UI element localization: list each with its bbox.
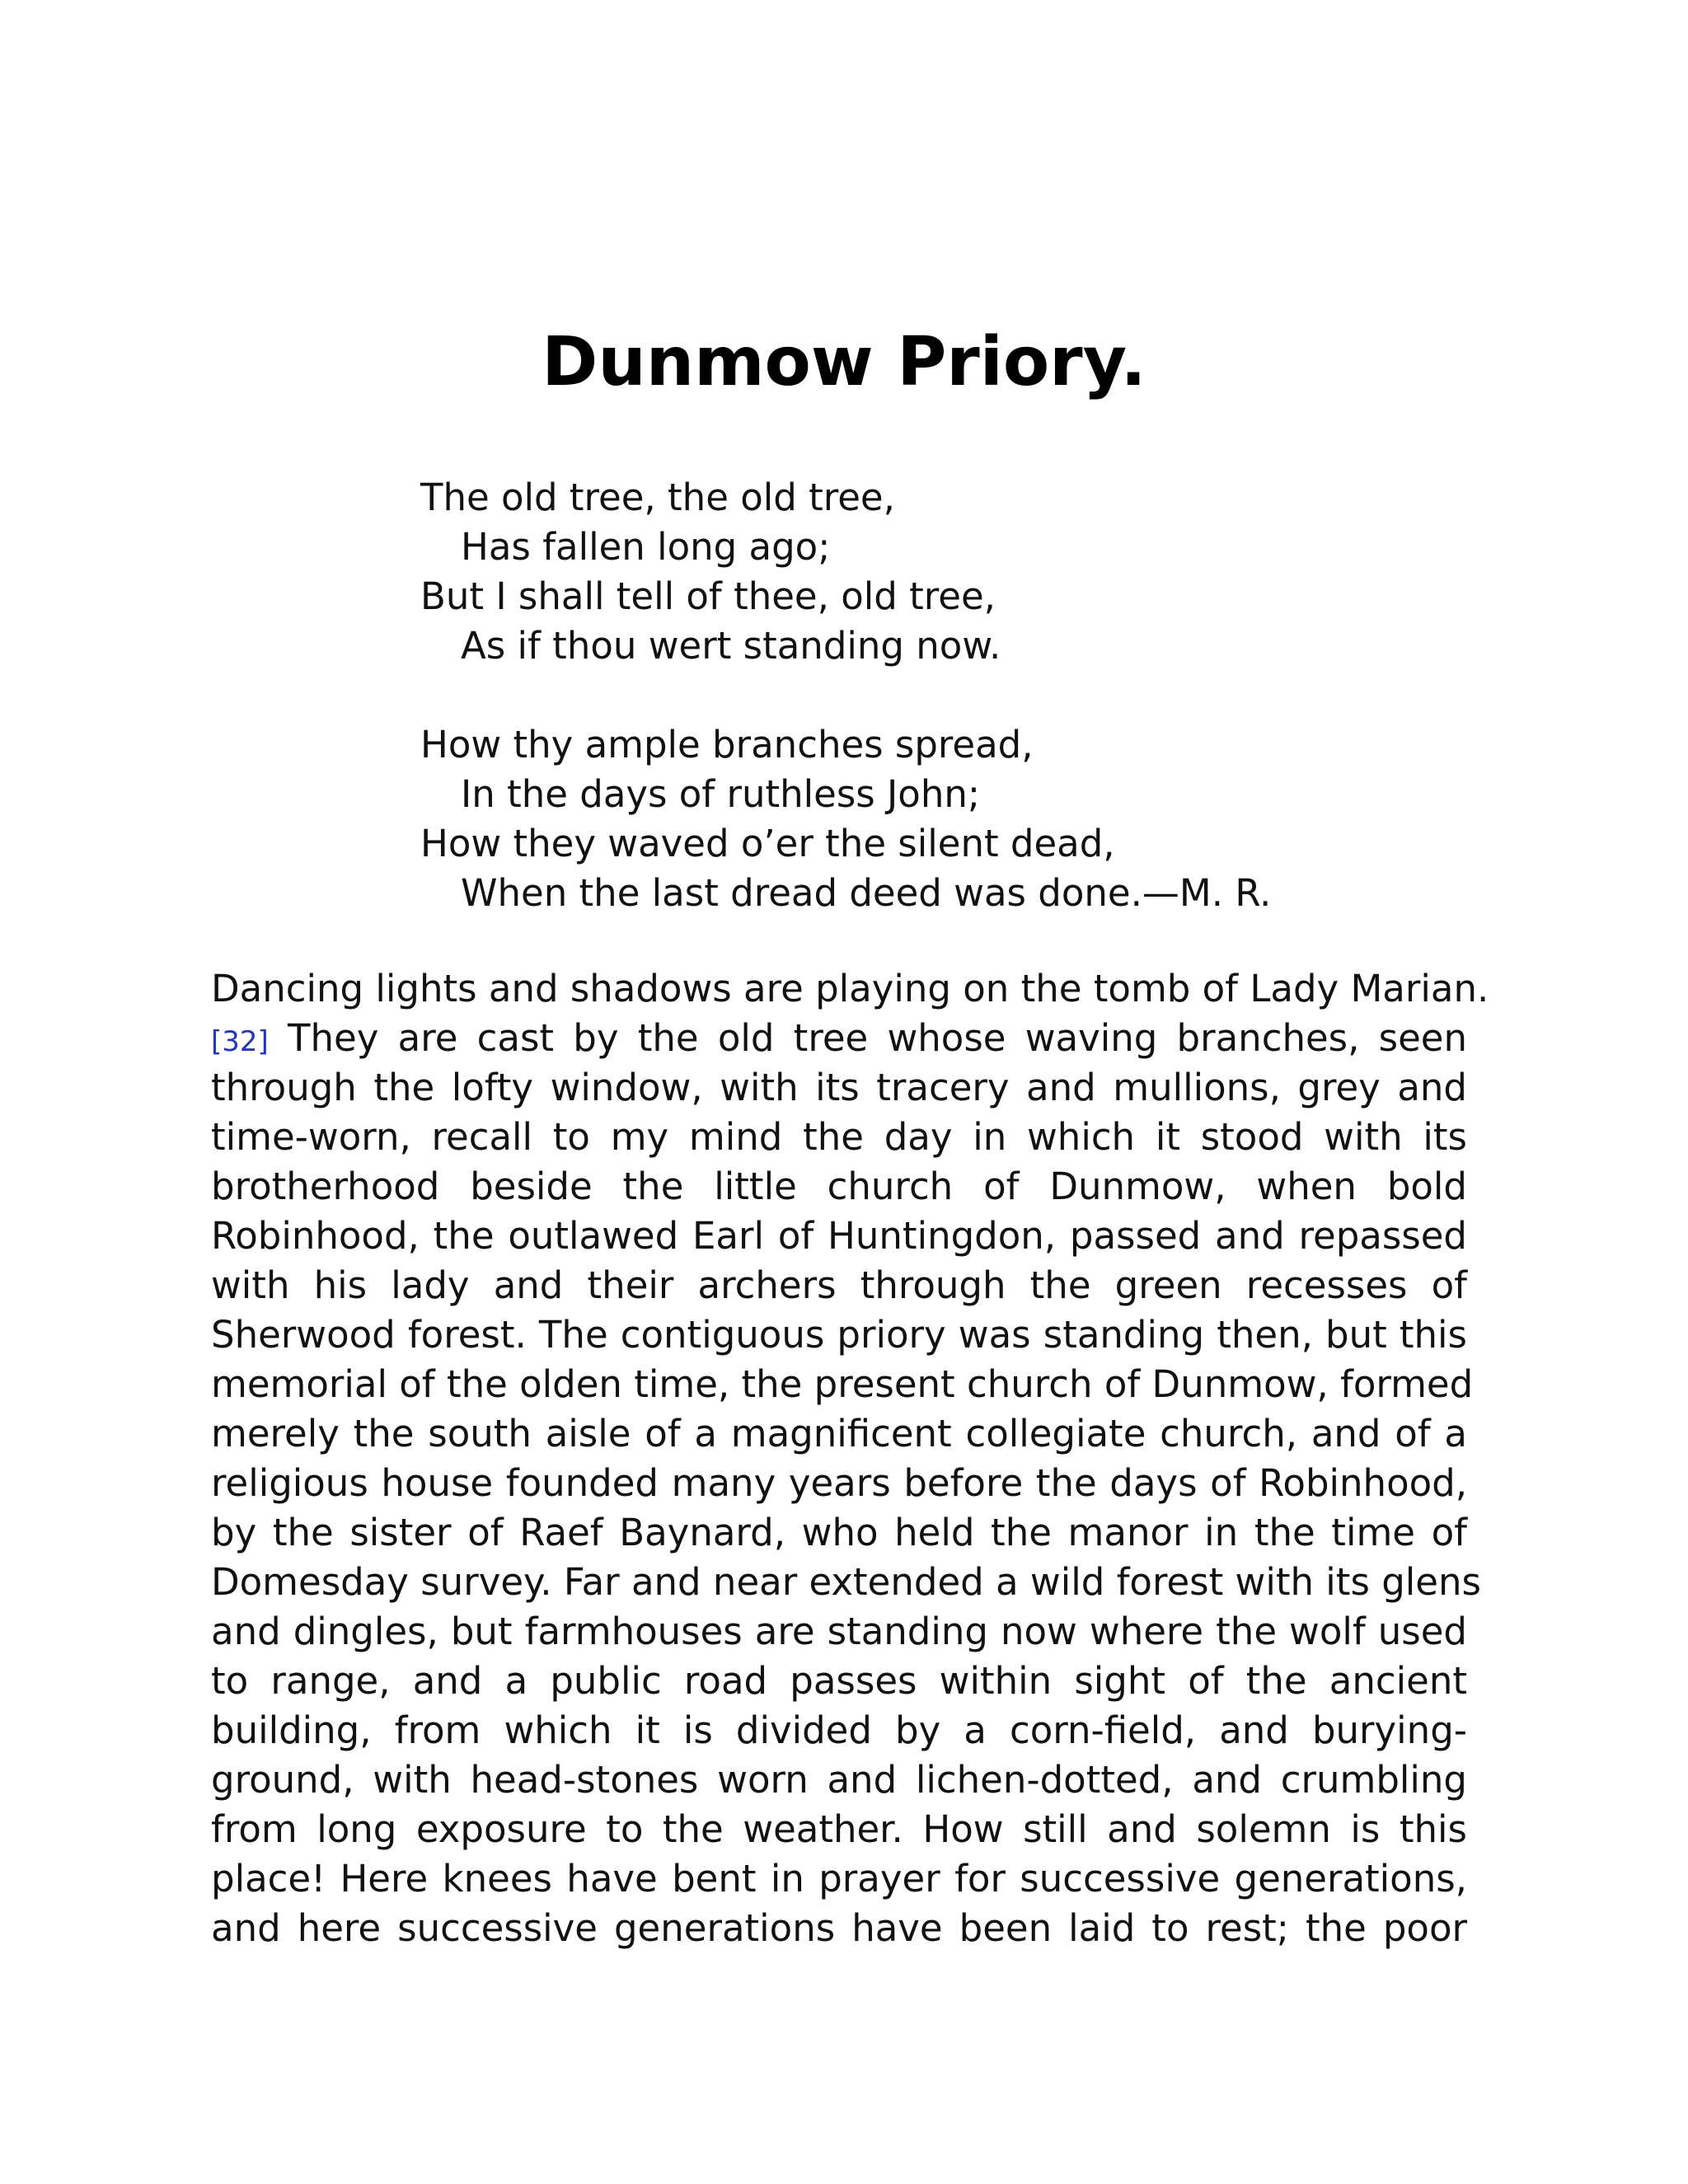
paragraph-line: ground, with head-stones worn and lichen-dotted, and crumbling — [211, 1758, 1467, 1802]
paragraph-line — [211, 1014, 1467, 1063]
paragraph-line: merely the south aisle of a magnificent collegiate church, and of a — [211, 1412, 1467, 1455]
poem-line: As if thou wert standing now. — [461, 624, 1001, 668]
body-paragraph — [211, 964, 1489, 1953]
paragraph-line: through the lofty window, with its tracery and mullions, grey and — [211, 1066, 1467, 1109]
poem-line: Has fallen long ago; — [461, 525, 831, 569]
paragraph-line: place! Here knees have bent in prayer for successive generations, — [211, 1857, 1467, 1900]
paragraph-line: from long exposure to the weather. How still and solemn is this — [211, 1807, 1467, 1851]
poem-line: How thy ample branches spread, — [420, 723, 1034, 766]
paragraph-line: brotherhood beside the little church of Dunmow, when bold — [211, 1165, 1467, 1208]
poem-line: How they waved o’er the silent dead, — [420, 822, 1115, 865]
paragraph-line-text: They are cast by the old tree whose waving branches, seen — [268, 1016, 1467, 1060]
poem-epigraph — [420, 473, 1271, 918]
poem-line: But I shall tell of thee, old tree, — [420, 574, 996, 618]
paragraph-line: and here successive generations have been laid to rest; the poor — [211, 1906, 1467, 1950]
paragraph-line: to range, and a public road passes within sight of the ancient — [211, 1659, 1467, 1703]
paragraph-line: by the sister of Raef Baynard, who held the manor in the time of — [211, 1511, 1467, 1554]
poem-stanza — [420, 473, 1271, 671]
paragraph-line: building, from which it is divided by a corn-field, and burying- — [211, 1708, 1467, 1752]
poem-stanza — [420, 720, 1271, 918]
paragraph-line: memorial of the olden time, the present church of Dunmow, formed — [211, 1362, 1474, 1406]
paragraph-line: and dingles, but farmhouses are standing now where the wolf used — [211, 1610, 1467, 1653]
paragraph-line: religious house founded many years before the days of Robinhood, — [211, 1461, 1467, 1505]
poem-line: When the last dread deed was done.—M. R. — [461, 871, 1272, 915]
page-title: Dunmow Priory. — [542, 323, 1146, 401]
paragraph-line: Robinhood, the outlawed Earl of Huntingdon, passed and repassed — [211, 1214, 1467, 1258]
paragraph-line: with his lady and their archers through the green recesses of — [211, 1263, 1467, 1307]
poem-line: In the days of ruthless John; — [461, 772, 981, 816]
paragraph-line: Sherwood forest. The contiguous priory was standing then, but this — [211, 1313, 1467, 1357]
page-number-link[interactable]: [32] — [211, 1025, 269, 1058]
paragraph-line: Dancing lights and shadows are playing on the tomb of Lady Marian. — [211, 967, 1489, 1010]
poem-line: The old tree, the old tree, — [420, 476, 895, 519]
paragraph-line: Domesday survey. Far and near extended a wild forest with its glens — [211, 1560, 1481, 1604]
paragraph-line: time-worn, recall to my mind the day in which it stood with its — [211, 1115, 1467, 1159]
